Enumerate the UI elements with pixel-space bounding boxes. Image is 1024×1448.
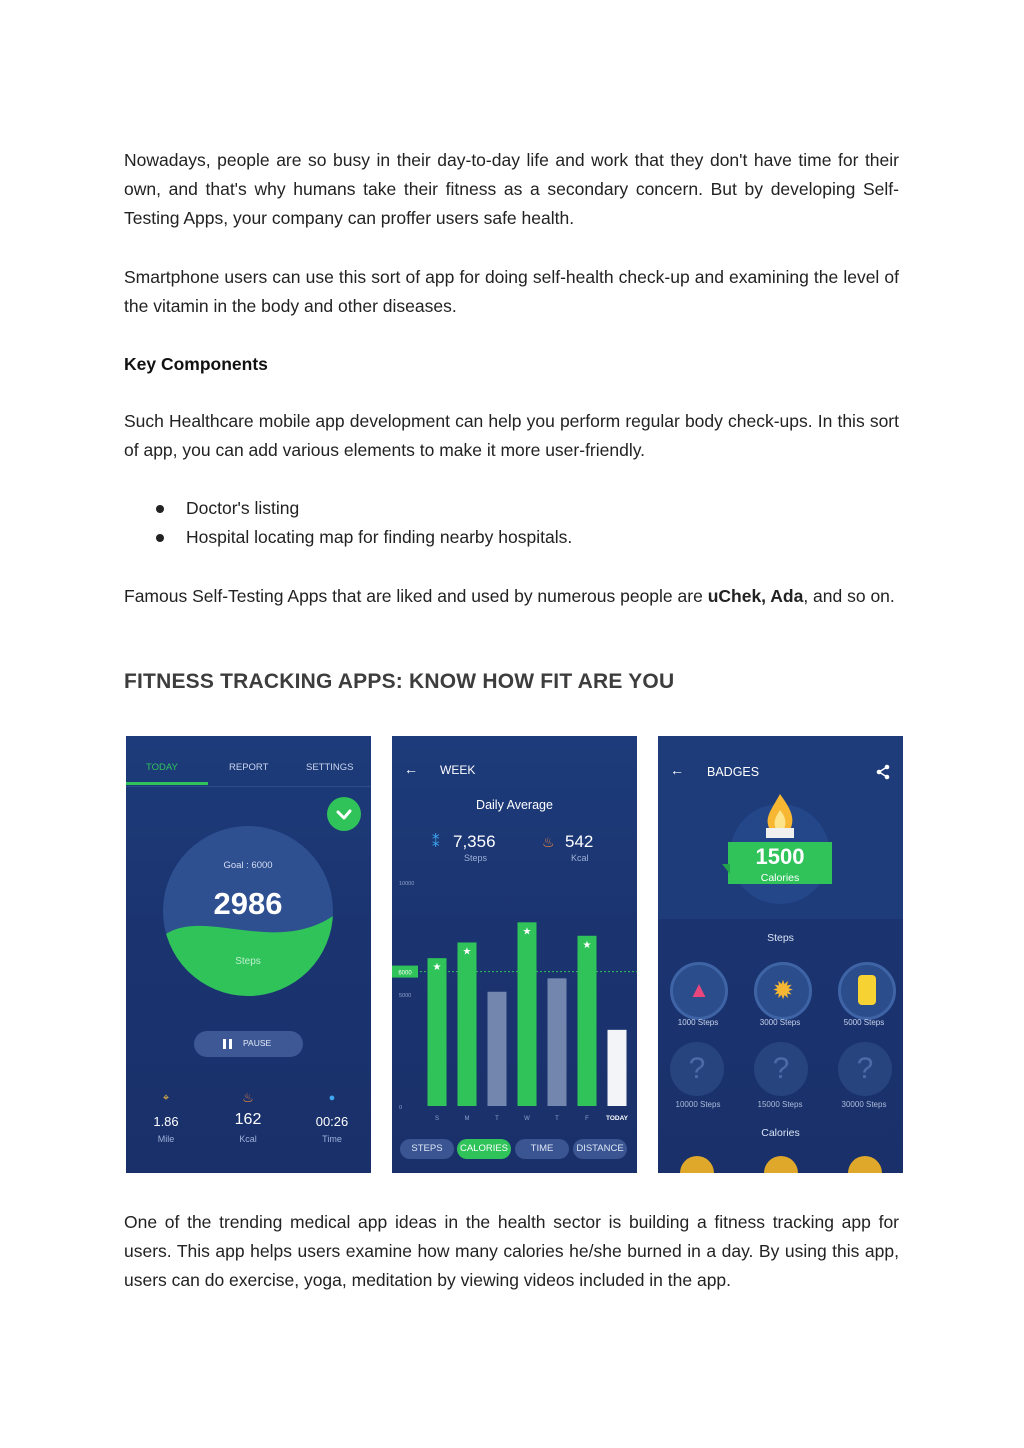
badge-value: 1500 xyxy=(755,844,805,869)
locked-badge-icon[interactable]: ? xyxy=(754,1042,808,1096)
pause-button[interactable] xyxy=(194,1031,303,1057)
week-screen xyxy=(392,736,637,1173)
list-item: Hospital locating map for finding nearby hospitals. xyxy=(154,523,854,552)
x-tick-label: T xyxy=(555,1116,559,1122)
tab-report[interactable]: REPORT xyxy=(229,762,269,773)
steps-section-label: Steps xyxy=(767,932,794,944)
app-names: uChek, Ada xyxy=(707,586,804,606)
calories-section-label: Calories xyxy=(761,1127,800,1139)
kcal-unit: Kcal xyxy=(239,1134,257,1144)
badge-label: 3000 Steps xyxy=(759,1018,801,1027)
section-title: FITNESS TRACKING APPS: KNOW HOW FIT ARE YOU xyxy=(124,670,675,693)
avg-kcal-value: 542 xyxy=(565,832,594,851)
bullet-icon xyxy=(156,505,164,513)
back-arrow-icon[interactable]: ← xyxy=(404,761,418,777)
steps-count: 2986 xyxy=(213,886,283,921)
chart-bar xyxy=(488,992,507,1106)
star-icon: ★ xyxy=(522,926,532,938)
flame-icon: ♨ xyxy=(242,1090,254,1105)
x-tick-label: M xyxy=(464,1116,470,1122)
list-item: Doctor's listing xyxy=(154,494,854,523)
calorie-badge-icon[interactable] xyxy=(848,1156,882,1173)
star-icon: ★ xyxy=(462,946,472,958)
smartphone-paragraph: Smartphone users can use this sort of app for doing self-health check-up and examining the level of the vitamin in the body and other diseases. xyxy=(124,267,899,316)
footsteps-icon: ⁑ xyxy=(432,834,440,851)
y-tick-label: 10000 xyxy=(399,881,415,887)
bottle-icon xyxy=(858,975,876,1005)
healthcare-paragraph: Such Healthcare mobile app development can help you perform regular body check-ups. In this sort of app, you can add various elements to make it more user-friendly. xyxy=(124,411,899,460)
chart-bar xyxy=(428,958,447,1106)
x-tick-label: TODAY xyxy=(605,1115,629,1122)
x-tick-label: S xyxy=(434,1116,440,1122)
chart-bar xyxy=(458,942,477,1106)
calorie-badge-icon[interactable] xyxy=(680,1156,714,1173)
chart-title: Daily Average xyxy=(476,798,553,812)
week-header: WEEK xyxy=(440,763,476,777)
badge-label: 30000 Steps xyxy=(841,1100,887,1109)
distance-value: 1.86 xyxy=(153,1114,179,1129)
star-icon: ★ xyxy=(582,939,592,951)
badge-label: 10000 Steps xyxy=(675,1100,721,1109)
badge-label: 15000 Steps xyxy=(757,1100,803,1109)
tab-calories[interactable]: CALORIES xyxy=(457,1139,511,1159)
pause-icon xyxy=(223,1039,226,1049)
x-tick-label: F xyxy=(585,1116,589,1122)
time-icon: ● xyxy=(328,1092,336,1104)
time-value: 00:26 xyxy=(315,1114,349,1129)
components-list xyxy=(154,494,854,552)
badge-1000-steps[interactable] xyxy=(670,962,728,1020)
fitness-paragraph: One of the trending medical app ideas in the health sector is building a fitness tracking app for users. This app helps users examine how many calories he/she burned in a day. By using this app, users can do exercise, yoga, meditation by viewing videos included in the app. xyxy=(124,1212,899,1290)
avg-steps-value: 7,356 xyxy=(453,832,496,851)
tab-indicator xyxy=(126,782,208,785)
chart-bar xyxy=(608,1030,627,1106)
badges-screen xyxy=(658,736,903,1173)
badges-title: BADGES xyxy=(707,765,760,779)
bullet-icon xyxy=(156,534,164,542)
intro-paragraph: Nowadays, people are so busy in their day-to-day life and work that they don't have time for their own, and that's why humans take their fitness as a secondary concern. But by developing Self-Testing Apps, your company can proffer users safe health. xyxy=(124,150,899,228)
chart-bar xyxy=(518,922,537,1106)
calorie-badge-icon[interactable] xyxy=(764,1156,798,1173)
goal-tag-label: 6000 xyxy=(398,970,412,977)
kcal-value: 162 xyxy=(234,1111,262,1128)
tab-steps[interactable]: STEPS xyxy=(400,1139,454,1159)
steps-label: Steps xyxy=(235,956,261,967)
badge-3000-steps[interactable] xyxy=(754,962,812,1020)
badge-label: Calories xyxy=(760,872,800,884)
share-icon[interactable] xyxy=(875,764,891,780)
chart-bar xyxy=(578,936,597,1106)
tab-distance[interactable]: DISTANCE xyxy=(573,1139,627,1159)
badge-5000-steps[interactable] xyxy=(838,962,896,1020)
locked-badge-icon[interactable]: ? xyxy=(838,1042,892,1096)
pause-label: PAUSE xyxy=(243,1038,272,1048)
x-tick-label: W xyxy=(524,1116,530,1122)
back-arrow-icon[interactable]: ← xyxy=(670,762,684,778)
y-tick-label: 5000 xyxy=(399,993,412,999)
tab-today[interactable]: TODAY xyxy=(146,762,178,773)
goal-label: Goal : 6000 xyxy=(223,860,273,871)
bar-chart xyxy=(392,874,637,1134)
y-tick-label: 0 xyxy=(399,1105,403,1111)
badge-label: 1000 Steps xyxy=(677,1018,719,1027)
flame-icon: ♨ xyxy=(542,834,555,850)
famous-apps-paragraph: Famous Self-Testing Apps that are liked and used by numerous people are uChek, Ada, and so on. xyxy=(124,586,895,606)
locked-badge-icon[interactable]: ? xyxy=(670,1042,724,1096)
avg-kcal-label: Kcal xyxy=(571,853,589,863)
medal-icon: ✹ xyxy=(772,975,794,1005)
chart-bar xyxy=(548,978,567,1106)
tab-time[interactable]: TIME xyxy=(515,1139,569,1159)
tab-settings[interactable]: SETTINGS xyxy=(306,762,354,773)
tab-bar xyxy=(126,736,371,787)
key-components-heading: Key Components xyxy=(124,354,268,374)
x-tick-label: T xyxy=(495,1116,499,1122)
time-unit: Time xyxy=(322,1134,342,1144)
distance-icon: ⌖ xyxy=(162,1092,170,1104)
shoe-icon: ▲ xyxy=(688,977,710,1002)
avg-steps-label: Steps xyxy=(464,853,488,863)
distance-unit: Mile xyxy=(157,1134,175,1144)
star-icon: ★ xyxy=(432,962,442,974)
today-screen xyxy=(126,736,371,1173)
badge-label: 5000 Steps xyxy=(843,1018,885,1027)
